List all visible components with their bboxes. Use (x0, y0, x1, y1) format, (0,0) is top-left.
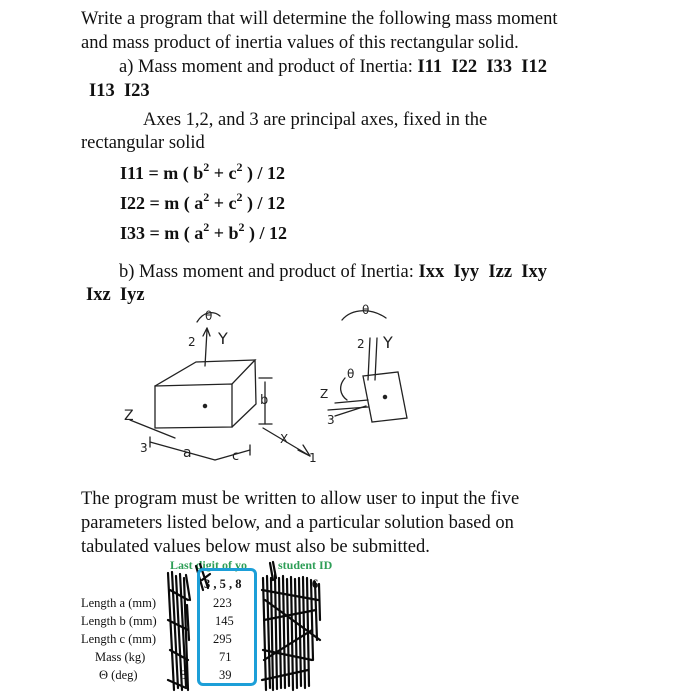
part-a-label: a) Mass moment and product of Inertia: (119, 57, 418, 77)
table-digits: 3 , 5 , 8 (204, 577, 242, 591)
value-b: 145 (215, 614, 234, 628)
intro-line-2: and mass product of inertia values of this rectangular solid. (81, 33, 519, 53)
part-b-terms-2: Ixz Iyz (86, 285, 145, 305)
formula-i22: I22 = m ( $a^2 + c^2$ ) / 12 (120, 190, 285, 213)
svg-text:3: 3 (327, 413, 335, 427)
svg-text:2: 2 (188, 335, 196, 349)
program-line-2: parameters listed below, and a particular solution based on (81, 513, 514, 533)
formula-i33: I33 = m ( $a^2 + b^2$ ) / 12 (120, 220, 288, 243)
part-b-label: b) Mass moment and product of Inertia: (119, 262, 419, 282)
value-theta: 39 (219, 668, 232, 682)
svg-text:X: X (280, 432, 289, 446)
svg-text:θ: θ (362, 303, 370, 317)
svg-text:b: b (260, 393, 269, 408)
formula-i11: I11 = m ( $b^2 + c^2$ ) / 12 (120, 160, 286, 183)
left-peek-digit: 8 (180, 668, 187, 682)
table-header-right: student ID (278, 558, 333, 572)
svg-text:Z: Z (124, 408, 134, 424)
axes-line-1: Axes 1,2, and 3 are principal axes, fixed in the (143, 110, 488, 130)
value-c: 295 (213, 632, 232, 646)
svg-text:2: 2 (357, 337, 365, 351)
row-label-mass: Mass (kg) (95, 650, 146, 664)
part-b-terms-1: Ixx Iyy Izz Ixy (418, 262, 548, 282)
svg-text:a: a (183, 445, 192, 461)
svg-text:c: c (232, 449, 240, 464)
program-line-1: The program must be written to allow user to input the five (81, 489, 520, 509)
svg-text:Y: Y (383, 333, 393, 352)
table-extra-digit: 6 (312, 577, 319, 591)
part-a-terms-1: I11 I22 I33 I12 (417, 57, 548, 77)
row-label-theta: Θ (deg) (99, 668, 138, 682)
svg-text:Y: Y (218, 329, 228, 348)
value-mass: 71 (219, 650, 232, 664)
row-label-a: Length a (mm) (81, 596, 156, 610)
intro-line-1: Write a program that will determine the following mass moment (81, 9, 558, 29)
svg-text:1: 1 (309, 451, 317, 465)
table-header-left: Last digit of yo (170, 558, 248, 572)
svg-text:θ: θ (347, 367, 355, 381)
axes-line-2: rectangular solid (81, 133, 205, 153)
svg-text:θ: θ (205, 309, 213, 323)
part-a-terms-2: I13 I23 (89, 81, 150, 101)
value-a: 223 (213, 596, 232, 610)
svg-text:Z: Z (320, 387, 329, 401)
program-line-3: tabulated values below must also be submitted. (81, 537, 430, 557)
row-label-b: Length b (mm) (81, 614, 157, 628)
selected-column-highlight (197, 568, 257, 686)
svg-text:3: 3 (140, 441, 148, 455)
row-label-c: Length c (mm) (81, 632, 156, 646)
